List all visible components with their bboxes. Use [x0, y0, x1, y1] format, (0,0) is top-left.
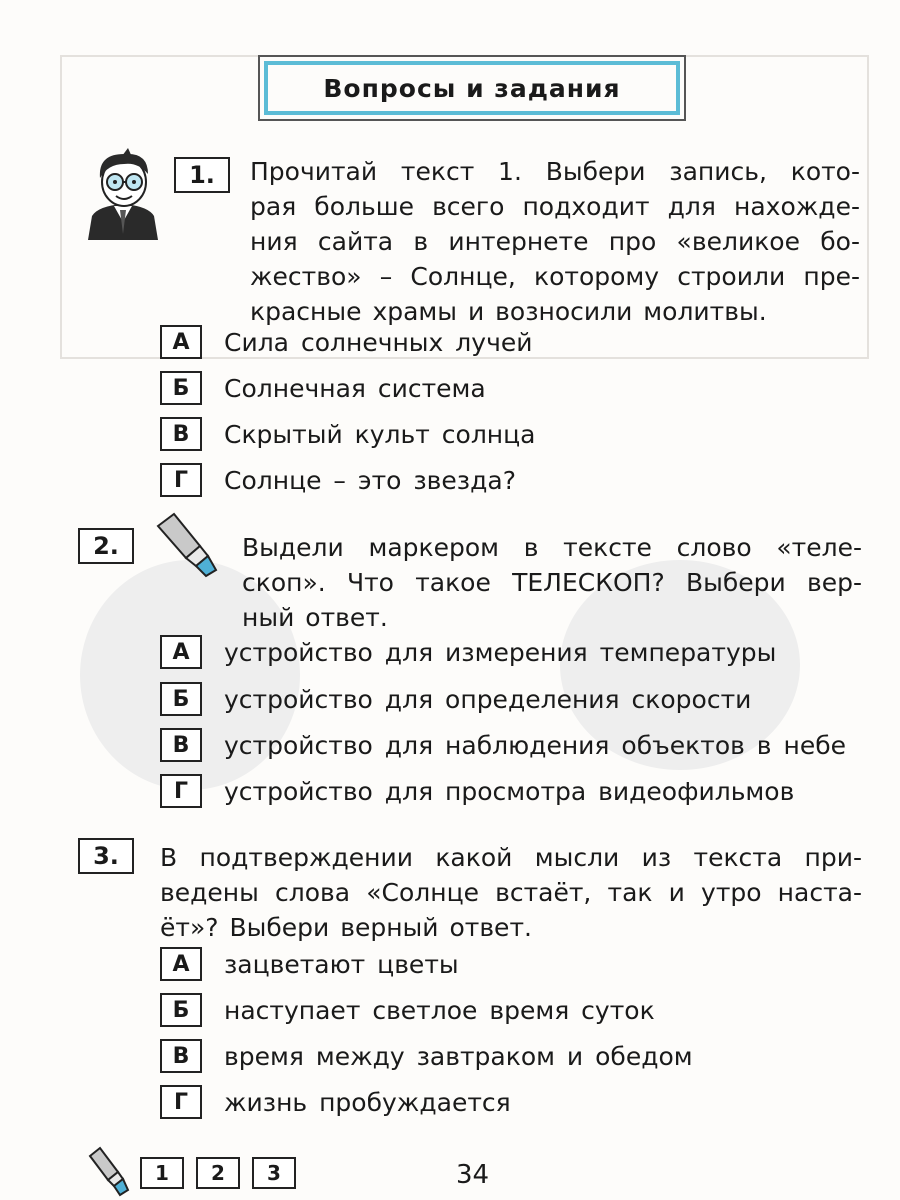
- option-text: устройство для наблюдения объектов в небе: [224, 730, 847, 760]
- question-1-text: [250, 154, 860, 329]
- marker-icon: [152, 512, 226, 578]
- q3-option-b[interactable]: [160, 992, 655, 1028]
- option-letter[interactable]: Б: [160, 371, 202, 405]
- question-line: рая больше всего подходит для нахожде-: [250, 192, 860, 221]
- q1-option-c[interactable]: [160, 416, 535, 452]
- progress-box-label: 1: [155, 1161, 169, 1185]
- progress-box-2[interactable]: [196, 1157, 240, 1189]
- progress-box-3[interactable]: [252, 1157, 296, 1189]
- option-letter[interactable]: В: [160, 417, 202, 451]
- option-text: Солнечная система: [224, 373, 486, 403]
- section-header-inner: [264, 61, 680, 115]
- progress-box-label: 3: [267, 1161, 281, 1185]
- option-text: наступает светлое время суток: [224, 995, 655, 1025]
- question-line: В подтверждении какой мысли из текста при-: [160, 843, 862, 872]
- question-3-text: [160, 840, 862, 945]
- option-text: жизнь пробуждается: [224, 1087, 511, 1117]
- option-text: устройство для определения скорости: [224, 684, 752, 714]
- question-line: Выдели маркером в тексте слово «теле-: [242, 533, 862, 562]
- option-text: Скрытый культ солнца: [224, 419, 536, 449]
- boy-with-glasses-icon: [78, 148, 168, 240]
- option-letter[interactable]: Б: [160, 682, 202, 716]
- q2-option-d[interactable]: [160, 773, 794, 809]
- question-number-label: 3.: [93, 842, 119, 870]
- q3-option-a[interactable]: [160, 946, 459, 982]
- question-line: Прочитай текст 1. Выбери запись, кото-: [250, 157, 860, 186]
- question-line: красные храмы и возносили молитвы.: [250, 297, 767, 326]
- progress-box-1[interactable]: [140, 1157, 184, 1189]
- option-letter[interactable]: А: [160, 635, 202, 669]
- question-line: ный ответ.: [242, 603, 388, 632]
- section-header: [258, 55, 686, 121]
- q3-option-c[interactable]: [160, 1038, 693, 1074]
- question-number-label: 2.: [93, 532, 119, 560]
- option-letter[interactable]: В: [160, 1039, 202, 1073]
- question-1-number: [174, 157, 230, 193]
- q2-option-b[interactable]: [160, 681, 751, 717]
- q2-option-c[interactable]: [160, 727, 846, 763]
- question-2-number: [78, 528, 134, 564]
- q3-option-d[interactable]: [160, 1084, 511, 1120]
- progress-box-label: 2: [211, 1161, 225, 1185]
- page-number: 34: [456, 1160, 490, 1190]
- question-line: скоп». Что такое ТЕЛЕСКОП? Выбери вер-: [242, 568, 862, 597]
- question-3-number: [78, 838, 134, 874]
- option-letter[interactable]: А: [160, 325, 202, 359]
- q1-option-d[interactable]: [160, 462, 516, 498]
- option-letter[interactable]: Г: [160, 463, 202, 497]
- option-letter[interactable]: В: [160, 728, 202, 762]
- option-letter[interactable]: Г: [160, 774, 202, 808]
- question-line: жество» – Солнце, которому строили пре-: [250, 262, 860, 291]
- option-letter[interactable]: А: [160, 947, 202, 981]
- option-text: зацветают цветы: [224, 949, 459, 979]
- option-text: время между завтраком и обедом: [224, 1041, 693, 1071]
- option-text: устройство для просмотра видеофильмов: [224, 776, 795, 806]
- question-line: ёт»? Выбери верный ответ.: [160, 913, 532, 942]
- q2-option-a[interactable]: [160, 634, 776, 670]
- question-line: ведены слова «Солнце встаёт, так и утро наста-: [160, 878, 862, 907]
- option-letter[interactable]: Г: [160, 1085, 202, 1119]
- section-title: Вопросы и задания: [323, 73, 621, 103]
- option-letter[interactable]: Б: [160, 993, 202, 1027]
- option-text: устройство для измерения температуры: [224, 637, 777, 667]
- marker-icon: [86, 1146, 132, 1198]
- option-text: Сила солнечных лучей: [224, 327, 533, 357]
- option-text: Солнце – это звезда?: [224, 465, 516, 495]
- question-2-text: [242, 530, 862, 635]
- q1-option-a[interactable]: [160, 324, 532, 360]
- question-line: ния сайта в интернете про «великое бо-: [250, 227, 860, 256]
- q1-option-b[interactable]: [160, 370, 486, 406]
- question-number-label: 1.: [189, 161, 215, 189]
